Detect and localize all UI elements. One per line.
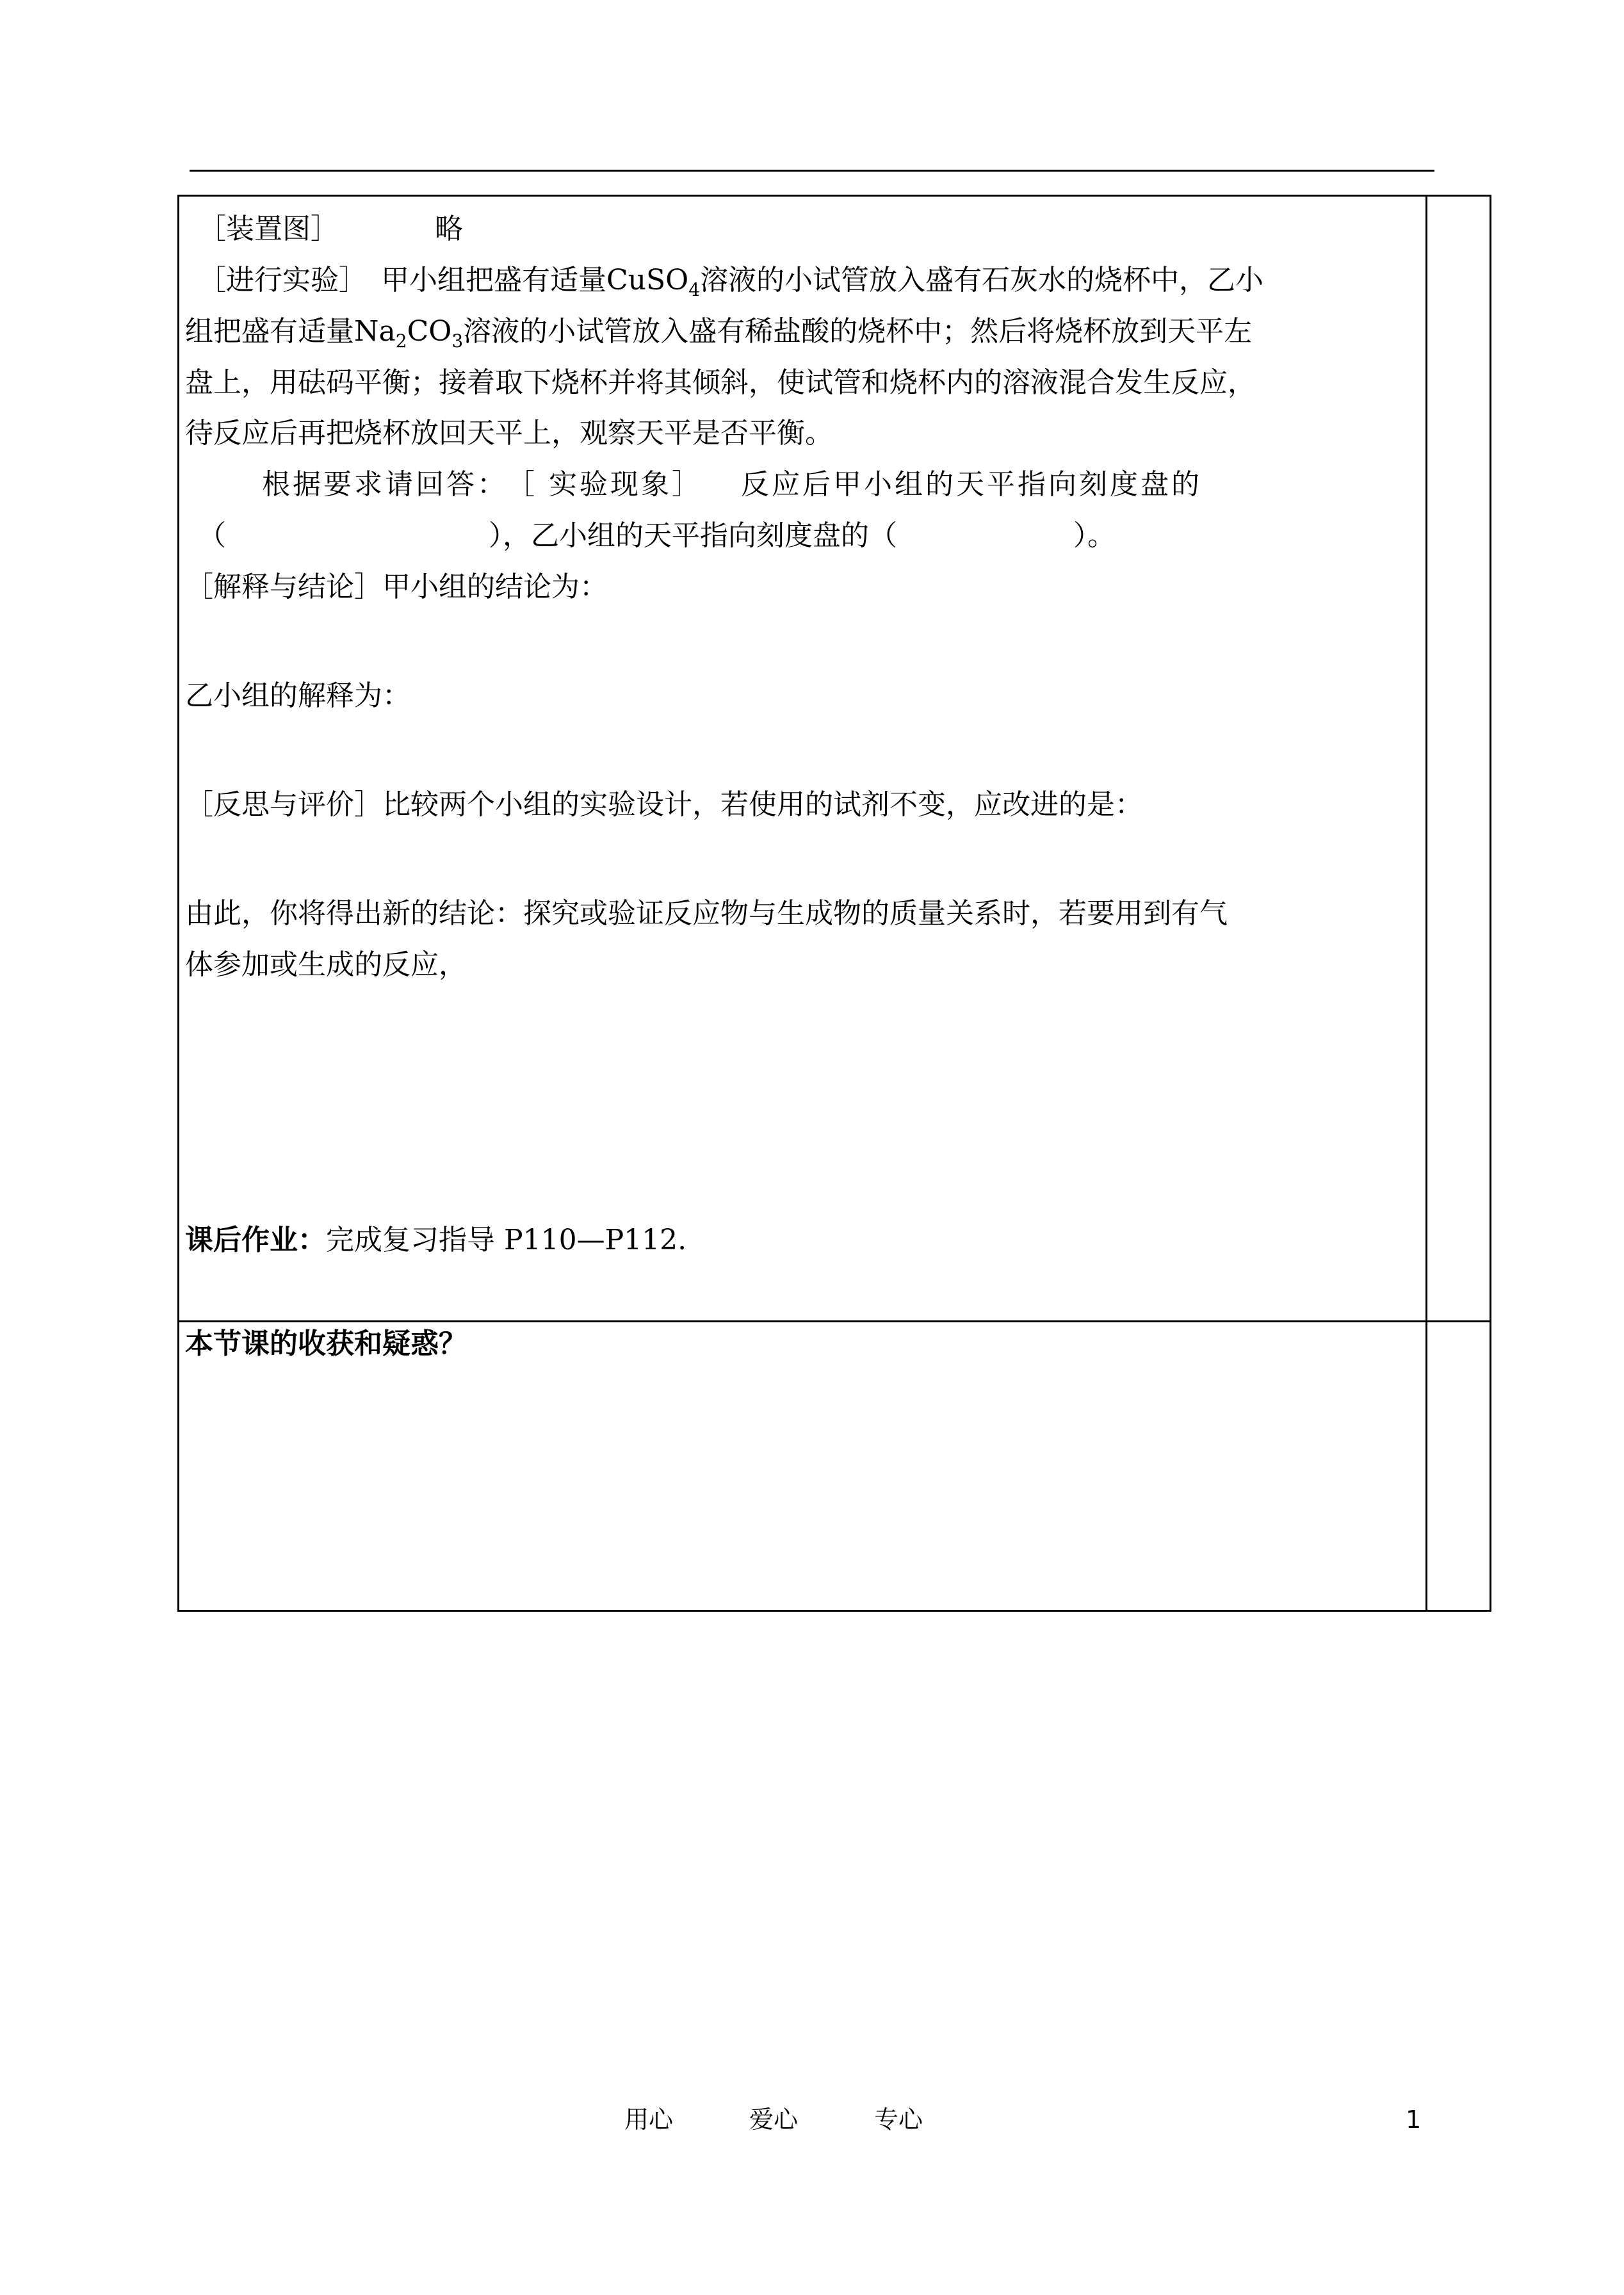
formula-cuso4: CuSO$_4$ — [606, 264, 701, 300]
footer-motto-2: 爱心 — [749, 2105, 799, 2134]
conclusion-line: ［解释与结论］甲小组的结论为： — [185, 571, 608, 603]
homework-line — [185, 1221, 686, 1260]
blank-open: （ — [198, 519, 226, 552]
experiment-line-1: ［进行实验］ 甲小组把盛有适量CuSO$_4$溶液的小试管放入盛有石灰水的烧杯中，乙小 — [198, 264, 1264, 300]
table-column-divider — [1425, 197, 1427, 1610]
reflection-line: ［反思与评价］比较两个小组的实验设计，若使用的试剂不变，应改进的是： — [185, 788, 1143, 821]
page-footer — [0, 2100, 1624, 2139]
homework-label: 课后作业： — [185, 1224, 326, 1256]
reflection-title: 本节课的收获和疑惑？ — [185, 1327, 467, 1360]
page-number: 1 — [1406, 2105, 1422, 2134]
experiment-text: 甲小组把盛有适量 — [381, 264, 606, 296]
setup-label: ［装置图］ — [198, 213, 339, 245]
phenomenon-line-1 — [262, 466, 1202, 504]
new-conclusion-line-1: 由此，你将得出新的结论：探究或验证反应物与生成物的质量关系时，若要用到有气 — [185, 897, 1228, 930]
new-conclusion-line-2: 体参加或生成的反应， — [185, 948, 467, 981]
experiment-line-4: 待反应后再把烧杯放回天平上，观察天平是否平衡。 — [185, 417, 833, 450]
worksheet-table — [177, 195, 1491, 1612]
experiment-label: ［进行实验］ — [198, 264, 367, 296]
header-rule — [190, 170, 1434, 172]
setup-line — [198, 210, 463, 248]
phenomenon-line-2: （ ），乙小组的天平指向刻度盘的（ ）。 — [198, 519, 1116, 552]
question-intro: 根据要求请回答： — [262, 468, 508, 501]
setup-value: 略 — [435, 213, 463, 245]
footer-motto-1: 用心 — [624, 2105, 674, 2134]
experiment-line-2: 组把盛有适量$Na_2CO_3$溶液的小试管放入盛有稀盐酸的烧杯中；然后将烧杯放到天平左 — [185, 315, 1253, 352]
table-row-divider — [179, 1320, 1490, 1322]
explanation-line: 乙小组的解释为： — [185, 679, 410, 712]
footer-motto-3: 专心 — [874, 2105, 923, 2134]
phenomenon-text: 反应后甲小组的天平指向刻度盘的 — [741, 468, 1202, 501]
phenomenon-label: ［ 实验现象］ — [521, 468, 702, 501]
formula-na2co3: $Na_2CO_3$ — [354, 315, 464, 352]
homework-text: 完成复习指导 P110—P112. — [326, 1224, 687, 1256]
experiment-line-3: 盘上，用砝码平衡；接着取下烧杯并将其倾斜，使试管和烧杯内的溶液混合发生反应， — [185, 366, 1256, 399]
